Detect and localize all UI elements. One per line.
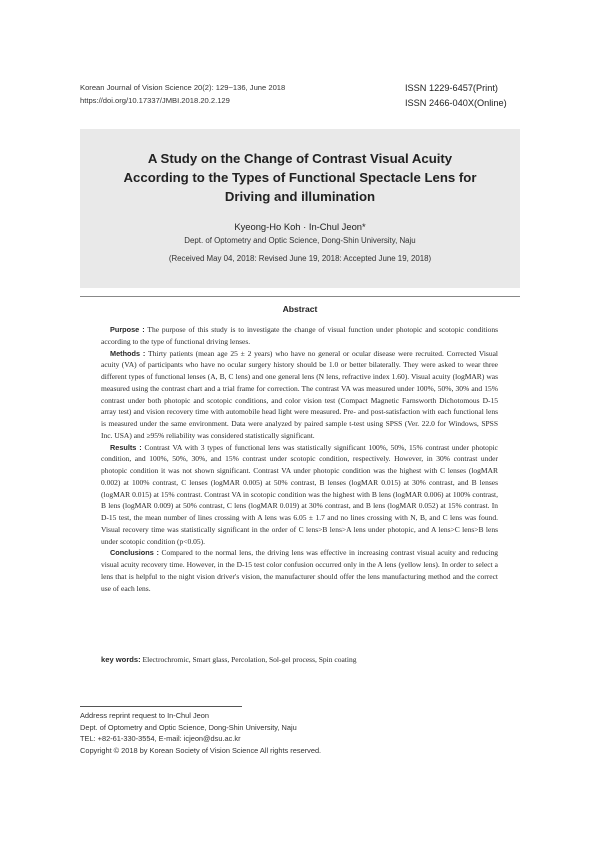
issn-block [405, 81, 555, 110]
section-text: The purpose of this study is to investigate the change of visual function under photopic and scotopic conditions according to the type of functional driving lenses. [101, 325, 498, 346]
issn-online: ISSN 2466-040X(Online) [405, 97, 507, 108]
footnote-line: Copyright © 2018 by Korean Society of Vision Science All rights reserved. [80, 745, 322, 755]
keywords-label: key words: [101, 655, 141, 664]
footnote-line: TEL: +82-61-330-3554, E-mail: icjeon@dsu.ac.kr [80, 734, 241, 743]
title-line: According to the Types of Functional Spectacle Lens for [123, 170, 477, 185]
received-dates: (Received May 04, 2018: Revised June 19, 2018: Accepted June 19, 2018) [168, 254, 432, 263]
abstract-purpose [101, 324, 498, 348]
abstract-body [101, 324, 498, 594]
footnote-divider [80, 706, 242, 707]
paper-title [90, 149, 510, 206]
doi-link[interactable]: https://doi.org/10.17337/JMBI.2018.20.2.129 [80, 95, 230, 105]
abstract-results [101, 442, 498, 548]
abstract-methods [101, 348, 498, 442]
journal-header [80, 82, 380, 107]
section-text: Contrast VA with 3 types of functional lens was statistically significant 100%, 50%, 15% contrast under photopic condition, and 100%, 50%, 30%, and 15% contrast under scotopic condition, respectively. However, in 30% contrast under photopic condition it was not shown significant. Contrast VA under photopic condition was the highest with C lenses (logMAR 0.002) at 100% contrast, C lenses (logMAR 0.005) at 50% contrast, B lenses (logMAR 0.015) at 30% contrast, and B lenses (logMAR 0.015) at 15% contrast. Contrast VA in scotopic condition was the highest with B lens (logMAR 0.006) at 100% contrast, B lens (logMAR 0.009) at 50% contrast, C lens (logMAR 0.019) at 30% contrast, and B lens (logMAR 0.052) at 15% contrast. In D-15 test, the mean number of lines crossing with A lens was 6.05 ± 1.7 and no lines crossing with N, B, and C lens was found. Visual recovery time was statistically significant in the order of C lens>B lens>A lens under photopic, and A lens>C lens>B lens under scotopic condition (p<0.05). [101, 442, 498, 546]
title-box [80, 129, 520, 288]
abstract-heading: Abstract [282, 304, 318, 314]
section-text: Thirty patients (mean age 25 ± 2 years) who have no general or ocular disease were recruited. Corrected Visual acuity (VA) of participants who have no ocular surgery history should be 1.0 or better bilaterally. They were asked to wear three different types of functional lenses (A, B, C lens) and one general lens (N lens, refractive index 1.60). Visual acuity (logMAR) was measured using the contrast chart and a trial frame for correction. The contrast VA was measured under 100%, 50%, 30% and 15% contrast under both photopic and scotopic conditions, and color vision test (Compact Magnetic Farnsworth Dichotomous D-15 array test) and vision recovery time with automobile head light were measured. Pre- and post-satisfaction with each functional lens is measured under the same environment. Data were analyzed by paired sample t-test using SPSS (Ver. 22.0 for Windows, SPSS Inc. USA) and ≥95% reliability was considered statistically significant. [101, 348, 498, 440]
footnote-line: Dept. of Optometry and Optic Science, Dong-Shin University, Naju [80, 722, 297, 732]
journal-citation: Korean Journal of Vision Science 20(2): 129~136, June 2018 [80, 83, 286, 92]
section-label: Results : [110, 442, 142, 452]
issn-print: ISSN 1229-6457(Print) [405, 83, 498, 93]
section-label: Conclusions : [110, 548, 159, 558]
keywords-text: Electrochromic, Smart glass, Percolation, Sol-gel process, Spin coating [142, 655, 357, 664]
footnote [80, 710, 520, 756]
title-line: A Study on the Change of Contrast Visual Acuity [147, 151, 453, 166]
abstract-conclusions [101, 547, 498, 594]
authors: Kyeong-Ho Koh · In-Chul Jeon* [234, 221, 366, 232]
footnote-line: Address reprint request to In-Chul Jeon [80, 711, 209, 720]
divider-line [80, 296, 520, 297]
section-label: Purpose : [110, 325, 145, 334]
section-text: Compared to the normal lens, the driving lens was effective in increasing contrast visual acuity and reducing visual acuity recovery time. However, in the D-15 test color confusion occurred only in the A lens (yellow lens). In order to select a lens that is helpful to the night vision driver's vision, the manufacturer should offer the lens manufacturing method and the correct use of each lens. [101, 548, 498, 593]
section-label: Methods : [110, 348, 146, 358]
keywords [101, 654, 498, 666]
title-line: Driving and illumination [224, 189, 376, 204]
affiliation: Dept. of Optometry and Optic Science, Dong-Shin University, Naju [184, 236, 416, 245]
